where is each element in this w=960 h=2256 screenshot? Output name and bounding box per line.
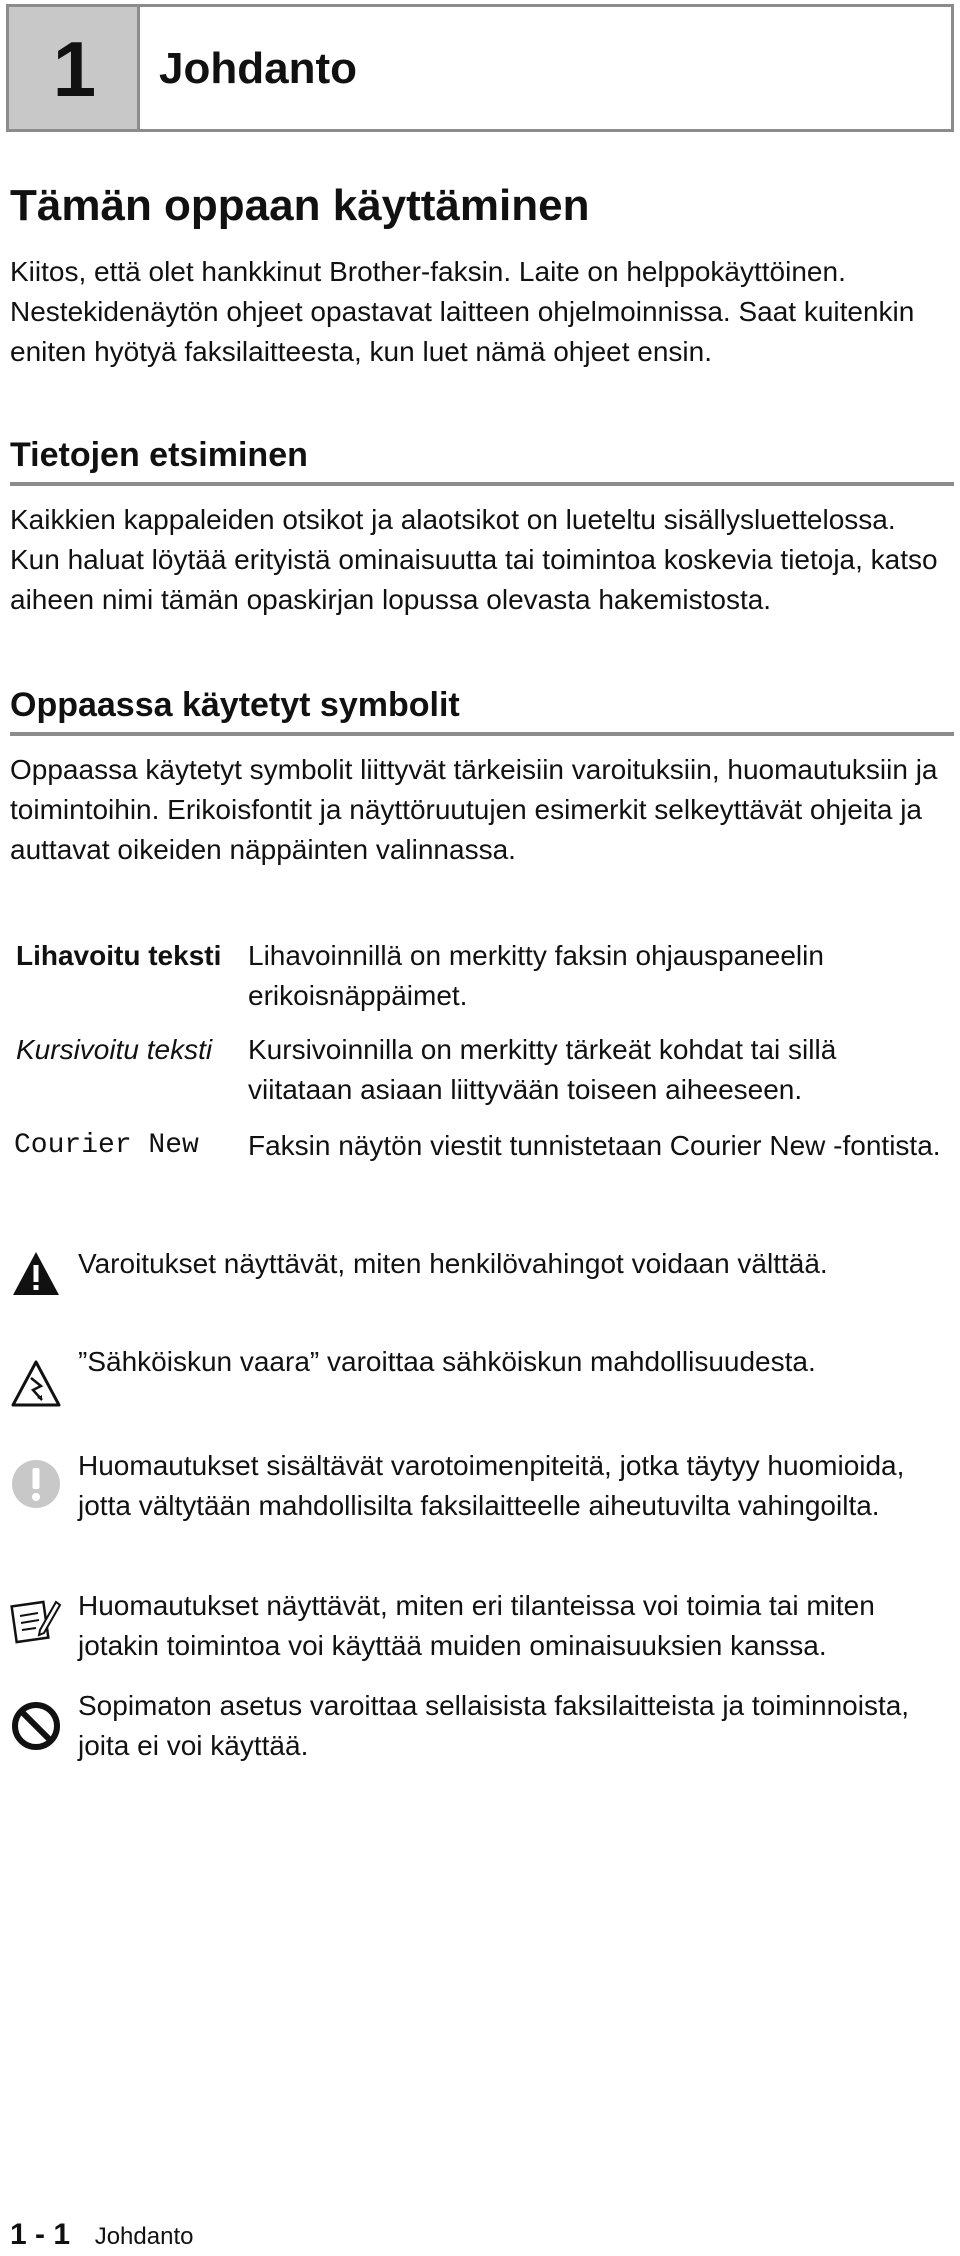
notice-warning-text: Varoitukset näyttävät, miten henkilövahingot voidaan välttää. — [78, 1248, 828, 1279]
notice-caution-text: Huomautukset sisältävät varotoimenpiteitä, jotka täytyy huomioida, jotta vältytään mahdollisilta faksilaitteelle aiheutuvilta vahingoilta. — [78, 1450, 905, 1521]
note-icon — [10, 1594, 62, 1646]
chapter-header — [6, 4, 954, 132]
caution-icon — [10, 1458, 62, 1510]
finding-info-heading: Tietojen etsiminen — [10, 434, 954, 486]
notice-prohibited-text: Sopimaton asetus varoittaa sellaisista faksilaitteista ja toiminnoista, joita ei voi käyttää. — [78, 1690, 910, 1761]
symbol-term-bold: Lihavoitu teksti — [16, 940, 222, 971]
electrical-hazard-icon — [10, 1358, 62, 1410]
symbols-paragraph: Oppaassa käytetyt symbolit liittyvät tärkeisiin varoituksiin, huomautuksiin ja toimintoihin. Erikoisfontit ja näyttöruutujen esimerkit selkeyttävät ohjeita ja auttavat oikeiden näppäinten valinnassa. — [10, 754, 938, 865]
symbol-desc-bold: Lihavoinnillä on merkitty faksin ohjauspaneelin erikoisnäppäimet. — [248, 940, 824, 1011]
chapter-title: Johdanto — [159, 44, 357, 93]
prohibited-icon — [10, 1700, 62, 1752]
symbol-desc-mono: Faksin näytön viestit tunnistetaan Courier New -fontista. — [248, 1130, 941, 1161]
finding-info-paragraph: Kaikkien kappaleiden otsikot ja alaotsikot on lueteltu sisällysluettelossa. Kun haluat löytää erityistä ominaisuutta tai toimintoa koskevia tietoja, katso aiheen nimi tämän opaskirjan lopussa olevasta hakemistosta. — [10, 504, 938, 615]
symbol-term-italic: Kursivoitu teksti — [16, 1034, 213, 1065]
notice-note-text: Huomautukset näyttävät, miten eri tilanteissa voi toimia tai miten jotakin toimintoa voi käyttää muiden ominaisuuksien kanssa. — [78, 1590, 875, 1661]
section-title: Tämän oppaan käyttäminen — [10, 181, 590, 230]
page-footer — [10, 2220, 193, 2252]
symbol-desc-italic: Kursivoinnilla on merkitty tärkeät kohdat tai sillä viitataan asiaan liittyvään toiseen aiheeseen. — [248, 1034, 837, 1105]
intro-paragraph: Kiitos, että olet hankkinut Brother-faksin. Laite on helppokäyttöinen. Nestekidenäytön ohjeet opastavat laitteen ohjelmoinnissa. Saat kuitenkin eniten hyötyä faksilaitteesta, kun luet nämä ohjeet ensin. — [10, 256, 915, 367]
warning-icon — [10, 1248, 62, 1300]
symbols-heading: Oppaassa käytetyt symbolit — [10, 684, 954, 736]
chapter-number-box — [9, 7, 140, 129]
symbol-term-mono: Courier New — [14, 1130, 199, 1161]
footer-chapter-name: Johdanto — [94, 2223, 194, 2250]
chapter-number: 1 — [52, 25, 97, 113]
footer-page-number: 1 - 1 — [10, 2218, 71, 2251]
notice-electrical-text: ”Sähköiskun vaara” varoittaa sähköiskun mahdollisuudesta. — [78, 1346, 816, 1377]
